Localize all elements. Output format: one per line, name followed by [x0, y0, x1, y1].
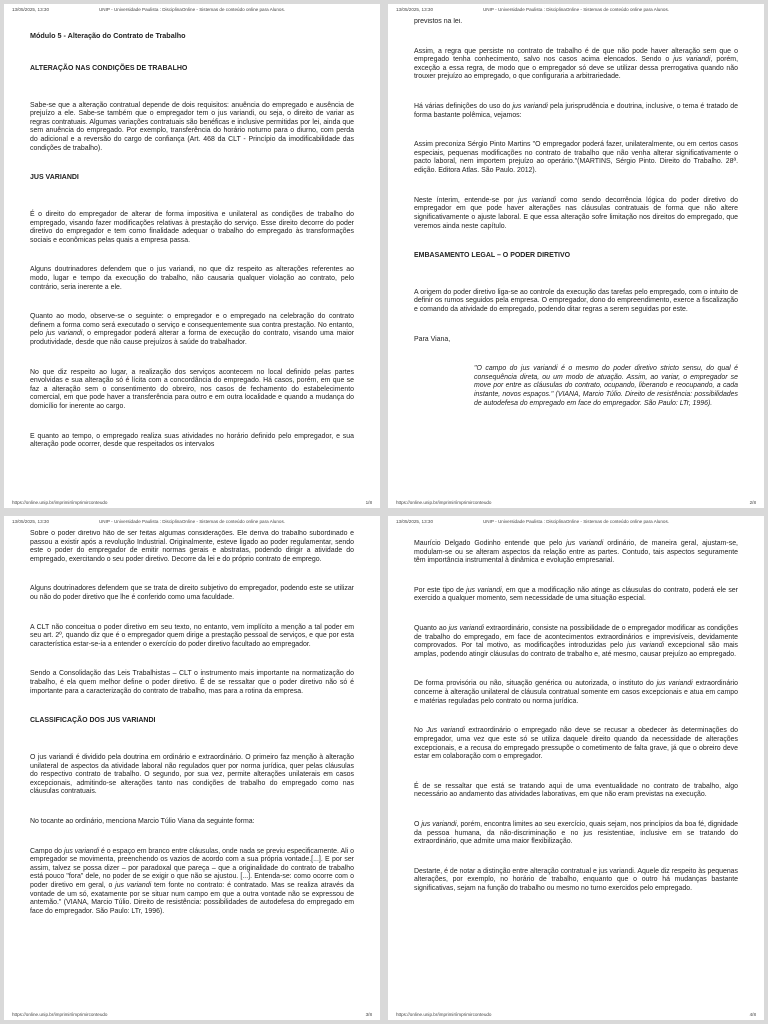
print-footer [12, 1012, 372, 1017]
paragraph: A origem do poder diretivo liga-se ao controle da execução das tarefas pelo empregado, com o intuito de definir os rumos seguidos pela empresa. O empregador, dono do empreendimento, exerce a fiscalização e comando da atividade do empregado, podendo ditar regras a serem seguidas por este. [414, 288, 738, 314]
paragraph: Destarte, é de notar a distinção entre alteração contratual e jus variandi. Aquele diz respeito às pequenas alterações, por exemplo, no horário de trabalho, enquanto que o outro há mudanças bastante significativas, sejam na função do trabalho ou mesmo no turno exercidos pelo empregado. [414, 867, 738, 893]
paragraph: previstos na lei. [414, 18, 463, 25]
paragraph: Quanto ao modo, observe-se o seguinte: o empregador e o empregado na celebração do contrato definem a forma como será executado o serviço e consequentemente sua contra prestação. No entanto, pelo jus variandi, o empregador poderá alterar a forma de execução do contrato, visando uma maior produtividade, desde que não cause prejuízos à saúde do trabalhador. [30, 313, 354, 347]
document-page-3 [4, 516, 380, 1020]
paragraph: Sendo a Consolidação das Leis Trabalhistas – CLT o instrumento mais importante na normatização do trabalho, é ela quem melhor define o poder diretivo. É de se ressaltar que o poder diretivo não só é importante para a caracterização do contrato de trabalho, mas para a rotina da empresa. [30, 670, 354, 695]
paragraph: Campo do jus variandi é o espaço em branco entre cláusulas, onde nada se previu especificamente. Ali o empregador se movimenta, preenchendo os vazios de acordo com a sua própria vontade.[...]. E por ser assim, talvez se possa dizer – por paradoxal que pareça – que a originalidade do contrato de trabalho está pouco "fora" dele, no poder de se exigir o que não se ajustou. [...]. Entenda-se: como ocorre com o poder diretivo em geral, o jus variandi tem fonte no contrato: é contratado. Mas se realiza através da vontade de um só, exatamente por se situar num campo em que a outra vontade não se expressou de antemão." (VIANA, Marcio Túlio. Direito de resistência: possibilidades de autodefesa do empregado em face do empregador. São Paulo: LTr, 1996). [30, 847, 354, 915]
footer-url-link[interactable]: https://online.unip.br/imprimir/imprimirconteudo [396, 1012, 492, 1017]
paragraph: E quanto ao tempo, o empregado realiza suas atividades no horário definido pelo empregador, e sua alteração pode ocorrer, desde que respeitados os intervalos [30, 432, 354, 449]
paragraph: Sabe-se que a alteração contratual depende de dois requisitos: anuência do empregado e ausência de prejuízo a ele. Sabe-se também que o empregador tem o jus variandi, ou seja, o direito de variar as regras contratuais. Algumas variações contratuais são benéficas e inclusive permitidas por lei, ainda que sem anuência do empregado. Por exemplo, transferência do horário noturno para o diurno, com perda do adicional e a reversão do cargo de confiança (Art. 468 da CLT - Princípio da imodificabilidade das condições de trabalho). [30, 101, 354, 152]
paragraph: Assim preconiza Sérgio Pinto Martins "O empregador poderá fazer, unilateralmente, ou em certos casos especiais, pequenas modificações no contrato de trabalho que não venha alterar significativamente o pacto laboral, nem importem prejuízo ao operário."(MARTINS, Sérgio Pinto. Direito do Trabalho. 28ª. edição. Editora Atlas. São Paulo. 2012). [414, 141, 738, 175]
print-date: 13/05/2025, 13:30 [12, 519, 50, 524]
paragraph: O jus variandi é dividido pela doutrina em ordinário e extraordinário. O primeiro faz menção à alteração unilateral de aspectos da atividade laboral não regulados quer por norma jurídica, quer pelas cláusulas do respectivo contrato de trabalho. O segundo, por sua vez, permite alterações unilaterais em casos excepcionais, admitindo-se alterações tanto nas condições de trabalho do empregado como nas cláusulas contratuais. [30, 753, 354, 796]
footer-url-link[interactable]: https://online.unip.br/imprimir/imprimirconteudo [12, 500, 108, 505]
paragraph: Há várias definições do uso do jus variandi pela jurisprudência e doutrina, inclusive, o tema é tratado de forma bastante polêmica, vejamos: [414, 103, 738, 119]
paragraph: A CLT não conceitua o poder diretivo em seu texto, no entanto, vem implícito a menção a tal poder em seu art. 2º, quando diz que é o empregador quem dirige a prestação pessoal de serviços, e que por esta característica estar-se-ia a entender o exercício do poder diretivo facultado ao empregador. [30, 623, 354, 648]
paragraph: Maurício Delgado Godinho entende que pelo jus variandi ordinário, de maneira geral, ajustam-se, modulam-se ou se alteram aspectos da relação entre as partes. Contudo, tais aspectos seguramente têm importância instrumental à dinâmica e evolução empresarial. [414, 540, 738, 565]
paragraph: Neste ínterim, entende-se por jus variandi como sendo decorrência lógica do poder diretivo do empregador em que pode haver alterações nas cláusulas contratuais de forma que não altere significativamente o ajuste laboral. E que essa alteração sofre limitação nos direitos do empregado, que veremos ainda neste capítulo. [414, 196, 738, 230]
paragraph: Alguns doutrinadores defendem que o jus variandi, no que diz respeito as alterações referentes ao modo, lugar e tempo da execução do trabalho, não causaria qualquer violação ao contrato, pelo contrário, seria inerente a ele. [30, 266, 354, 291]
document-page-2 [388, 4, 764, 508]
section-title: ALTERAÇÃO NAS CONDIÇÕES DE TRABALHO [30, 64, 188, 72]
print-header [12, 519, 372, 524]
paragraph: Assim, a regra que persiste no contrato de trabalho é de que não pode haver alteração sem que o empregado tenha conhecimento, salvo nos casos acima elencados. Sendo o jus variandi, porém, exceção a essa regra, de modo que o empregador só deve se utilizar dessa prerrogativa quando não trouxer prejuízo ao empregado, o que configuraria a arbitrariedade. [414, 47, 738, 81]
page-number: 2/8 [749, 500, 756, 505]
paragraph: É de se ressaltar que está se tratando aqui de uma eventualidade no contrato de trabalho, algo necessário ao andamento das atividades laborativas, em que não eram previstas na execução. [414, 782, 738, 799]
paragraph: Sobre o poder diretivo hão de ser feitas algumas considerações. Ele deriva do trabalho subordinado e passou a existir após a revolução Industrial. Originalmente, esteve ligado ao poder regulamentar, sendo este o poder do empregador de emitir normas gerais e abstratas, podendo dirigir a atividade do empregado, exercitando o seu poder diretivo. Decorre da lei e do próprio contrato de emprego. [30, 530, 354, 563]
section-title: CLASSIFICAÇÃO DOS JUS VARIANDI [30, 717, 156, 725]
print-title: UNIP - Universidade Paulista : DisciplinaOnline - Sistemas de conteúdo online para Alunos. [98, 7, 286, 12]
paragraph: Alguns doutrinadores defendem que se trata de direito subjetivo do empregador, podendo este se utilizar ou não do poder diretivo que lhe é conferido como uma faculdade. [30, 585, 354, 602]
print-footer [396, 1012, 756, 1017]
paragraph: Para Viana, [414, 335, 451, 343]
page-number: 1/8 [365, 500, 372, 505]
paragraph: É o direito do empregador de alterar de forma impositiva e unilateral as condições de trabalho do empregado, visando fazer modificações relativas à prestação do serviço. Esse direito decorre do poder diretivo do empregador e tem como finalidade adequar o trabalho do empregado às transformações sociais e econômicas pelas quais a empresa passa. [30, 210, 354, 244]
print-date: 13/05/2025, 13:30 [396, 7, 434, 12]
print-date: 13/05/2025, 13:30 [396, 519, 434, 524]
paragraph: De forma provisória ou não, situação genérica ou autorizada, o instituto do jus variandi extraordinário concerne à alteração unilateral de cláusula contratual somente em casos excepcionais e atua em campo e matérias reguladas pelo contrato ou norma jurídica. [414, 680, 738, 705]
print-footer [12, 500, 372, 505]
paragraph: Quanto ao jus variandi extraordinário, consiste na possibilidade de o empregador modificar as condições de trabalho do empregado, em face de acontecimentos extraordinários e imprevisíveis, devidamente comprovados. Por tal motivo, as modificações introduzidas pelo jus variandi excepcional são mais amplas, podendo atingir cláusulas do contrato de trabalho e, até mesmo, causar prejuízo ao empregado. [414, 625, 738, 658]
blockquote: "O campo do jus variandi é o mesmo do poder diretivo stricto sensu, do qual é consequência direta, ou um modo de atuação. Assim, ao variar, o empregador se move por entre as cláusulas do contrato, ocupando, liberando e reocupando, a cada instante, novos espaços." (VIANA, Marcio Túlio. Direito de resistência: possibilidades de autodefesa do empregado em face do empregador. São Paulo: LTr, 1996). [474, 365, 738, 407]
module-title: Módulo 5 - Alteração do Contrato de Trabalho [30, 31, 186, 40]
print-header [396, 519, 756, 524]
footer-url-link[interactable]: https://online.unip.br/imprimir/imprimirconteudo [12, 1012, 108, 1017]
section-title: EMBASAMENTO LEGAL – O PODER DIRETIVO [414, 252, 571, 260]
print-footer [396, 500, 756, 505]
document-page-4 [388, 516, 764, 1020]
print-header [396, 7, 756, 12]
paragraph: O jus variandi, porém, encontra limites ao seu exercício, quais sejam, nos princípios da boa fé, dignidade da pessoa humana, da não-discriminação e no jus resistentiae, inclusive em se tratando do extraordinário, que admite uma maior flexibilização. [414, 820, 738, 846]
page-number: 3/8 [365, 1012, 372, 1017]
document-page-1 [4, 4, 380, 508]
print-title: UNIP - Universidade Paulista : DisciplinaOnline - Sistemas de conteúdo online para Alunos. [482, 519, 670, 524]
footer-url-link[interactable]: https://online.unip.br/imprimir/imprimirconteudo [396, 500, 492, 505]
section-title: JUS VARIANDI [30, 174, 79, 182]
paragraph: Por este tipo de jus variandi, em que a modificação não atinge as cláusulas do contrato, poderá ele ser exercido a qualquer momento, sem necessidade de uma situação especial. [414, 586, 738, 603]
paragraph: No tocante ao ordinário, menciona Marcio Túlio Viana da seguinte forma: [30, 818, 255, 826]
print-date: 13/05/2025, 13:30 [12, 7, 50, 12]
print-title: UNIP - Universidade Paulista : DisciplinaOnline - Sistemas de conteúdo online para Alunos. [482, 7, 670, 12]
paragraph: No que diz respeito ao lugar, a realização dos serviços acontecem no local definido pelas partes envolvidas e sua alteração só é lícita com a concordância do empregado. Há casos, porém, em que se faz a alteração sem o consentimento do obreiro, nos casos de fechamento do estabelecimento comercial, em que pode haver a transferência para outro e em outra localidade e quando a mudança do domicílio for inerente ao cargo. [30, 368, 354, 411]
print-title: UNIP - Universidade Paulista : DisciplinaOnline - Sistemas de conteúdo online para Alunos. [98, 519, 286, 524]
print-header [12, 7, 372, 12]
page-number: 4/8 [749, 1012, 756, 1017]
paragraph: No Jus variandi extraordinário o empregado não deve se recusar a obedecer às determinações do empregador, uma vez que este só se utiliza daquele direito quando da necessidade de alterações excepcionais, e a recusa do empregado pressupõe o cometimento de falta grave, já que o obreiro deve estar em colaboração com o empregador. [414, 727, 738, 761]
